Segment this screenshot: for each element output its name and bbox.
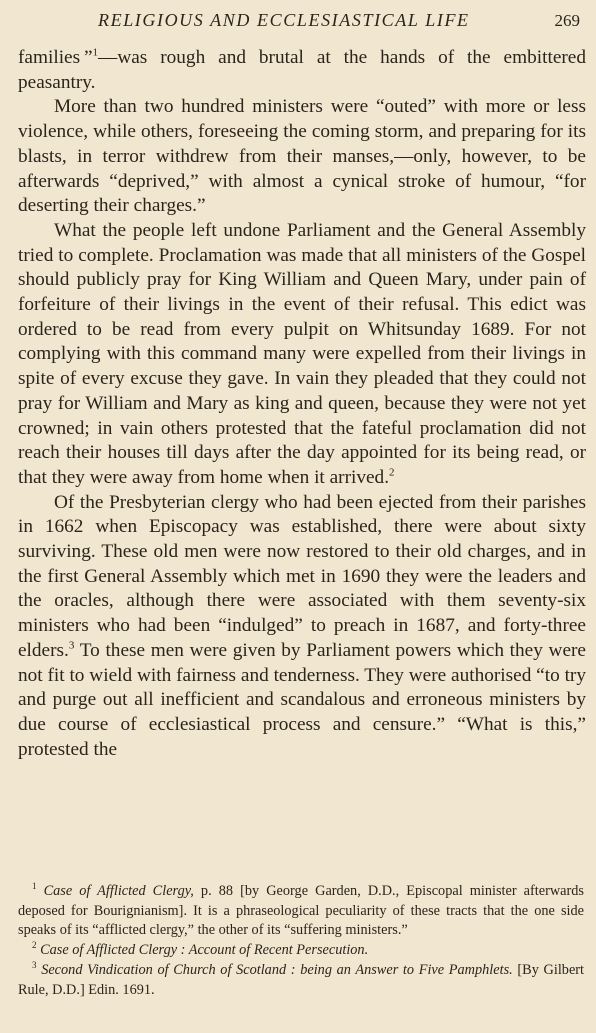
paragraph-2: More than two hundred ministers were “outed” with more or less violence, while others, foreseeing the coming storm, and preparing for its blasts, in terror withdrew from their manses,—only, however, to be afterwards “deprived,” with almost a cynical stroke of humour, “for deserting their charges.” [18, 96, 586, 217]
footnote-2-number: 2 [32, 940, 37, 951]
footnote-ref-2: 2 [389, 466, 395, 479]
footnote-1-title: Case of Afflicted Clergy, [43, 883, 194, 899]
footnote-1-number: 1 [32, 881, 37, 892]
paragraph-4-text-b: To these men were given by Parliament powers which they were not fit to wield with fairness and tenderness. They were authorised “to try and purge out all inefficient and scandalous and erroneous ministers by due course of ecclesiastical process and censure.” “What is this,” protested the [18, 639, 586, 760]
footnote-3 [18, 961, 584, 1000]
paragraph-4 [18, 491, 586, 763]
paragraph-3 [18, 219, 586, 491]
paragraph-1-text-a: families ” [18, 47, 93, 68]
footnote-3-title: Second Vindication of Church of Scotland : being an Answer to Five Pamphlets. [41, 961, 513, 978]
footnotes [18, 882, 584, 1000]
paragraph-4-text-a: Of the Presbyterian clergy who had been ejected from their parishes in 1662 when Episcopacy was established, there were about sixty surviving. These old men were now restored to their old charges, and in the first General Assembly which met in 1690 they were the leaders and the oracles, although there were associated with them seventy-six ministers who had been “indulged” to preach in 1687, and forty-three elders. [18, 491, 586, 661]
paragraph-3-text: What the people left undone Parliament and the General Assembly tried to complete. Proclamation was made that all ministers of the Gospel should publicly pray for King William and Queen Mary, under pain of forfeiture of their livings in the event of their refusal. This edict was ordered to be read from every pulpit on Whitsunday 1689. For not complying with this command many were expelled from their livings in spite of every excuse they gave. In vain they pleaded that they could not pray for William and Mary as king and queen, because they were not yet crowned; in vain others protested that the fateful proclamation did not reach their houses till days after the day appointed for its being read, or that they were away from home when it arrived. [18, 219, 586, 488]
footnote-ref-3: 3 [68, 639, 75, 652]
footnote-1-text: p. 88 [by George Garden, D.D., Episcopal minister afterwards deposed for Bourignianism]. It is a phraseological peculiarity of these tracts that the one side speaks of its “afflicted clergy,” the other of its “suffering ministers.” [18, 883, 584, 939]
page-header [20, 8, 582, 36]
footnote-3-text: [By Gilbert Rule, D.D.] Edin. 1691. [18, 961, 585, 998]
body-text [18, 46, 586, 762]
paragraph-1-text-b: —was rough and brutal at the hands of the embittered peasantry. [18, 47, 586, 93]
page-number: 269 [554, 11, 580, 30]
paragraph-1 [18, 46, 586, 95]
footnote-1 [18, 882, 584, 941]
footnote-2 [18, 941, 584, 961]
footnote-3-number: 3 [32, 960, 37, 971]
running-head: RELIGIOUS AND ECCLESIASTICAL LIFE [98, 10, 470, 30]
footnote-ref-1: 1 [92, 46, 99, 59]
footnote-2-title: Case of Afflicted Clergy : Account of Recent Persecution. [40, 942, 369, 959]
